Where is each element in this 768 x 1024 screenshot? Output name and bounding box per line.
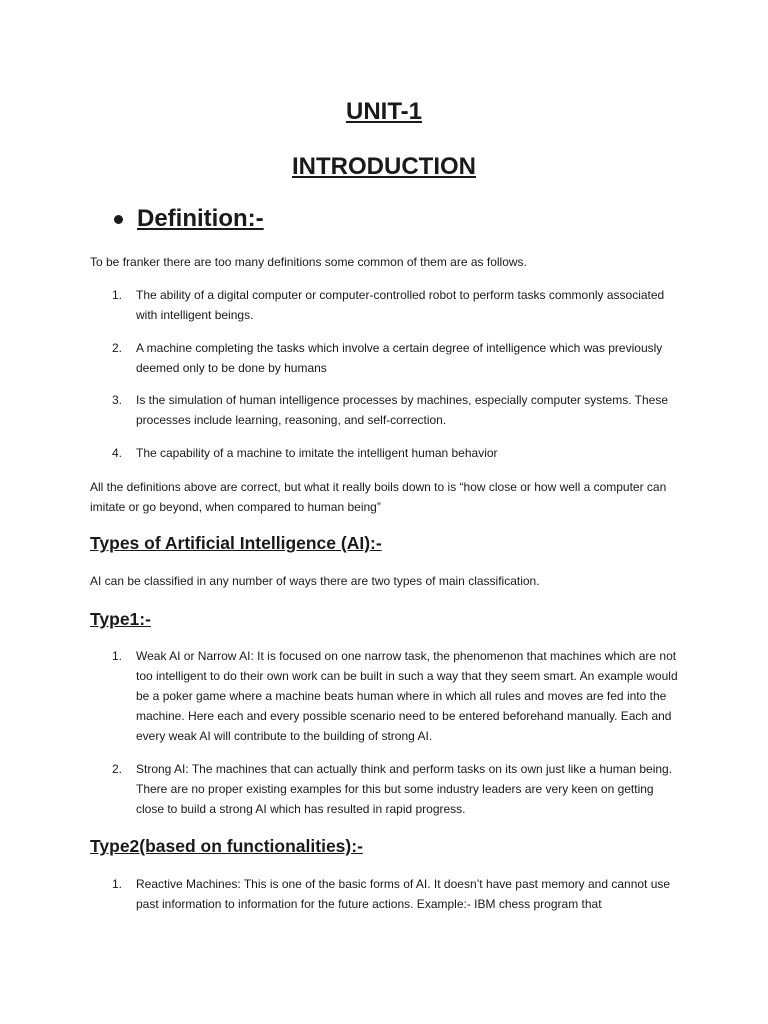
introduction-title: INTRODUCTION (292, 153, 476, 180)
list-text: Strong AI: The machines that can actually think and perform tasks on its own just like a human being. There are no proper existing examples for this but some industry leaders are very keen on getting close to build a strong AI which has resulted in rapid progress. (136, 762, 673, 816)
list-number: 4. (112, 446, 123, 460)
definition-heading (114, 203, 264, 235)
type1-heading: Type1:- (90, 609, 151, 629)
list-number: 1. (112, 649, 123, 663)
types-paragraph: AI can be classified in any number of ways there are two types of main classification. (90, 574, 540, 588)
list-text: A machine completing the tasks which involve a certain degree of intelligence which was previously deemed only to be done by humans (136, 341, 663, 375)
definition-heading-text: Definition:- (137, 205, 264, 232)
list-text: Is the simulation of human intelligence processes by machines, especially computer systems. These processes include learning, reasoning, and self-correction. (136, 393, 669, 427)
intro-paragraph: To be franker there are too many definitions some common of them are as follows. (90, 255, 527, 269)
type2-heading: Type2(based on functionalities):- (90, 836, 363, 856)
list-text: The ability of a digital computer or computer-controlled robot to perform tasks commonly associated with intelligent beings. (136, 288, 665, 322)
list-number: 2. (112, 762, 123, 776)
list-number: 3. (112, 393, 123, 407)
list-text: Weak AI or Narrow AI: It is focused on one narrow task, the phenomenon that machines which are not too intelligent to do their own work can be built in such a way that they seem smart. An example would be a poker game where a machine beats human where in which all rules and moves are fed into the machine. Here each and every possible scenario need to be entered beforehand manually. Each and every weak AI will contribute to the building of strong AI. (136, 649, 678, 743)
bullet-icon (114, 215, 123, 224)
unit-title: UNIT-1 (345, 98, 422, 125)
list-text: Reactive Machines: This is one of the basic forms of AI. It doesn’t have past memory and cannot use past information to information for the future actions. Example:- IBM chess program that (136, 877, 671, 911)
list-number: 2. (112, 341, 123, 355)
summary-paragraph: All the definitions above are correct, but what it really boils down to is “how close or how well a computer can imitate or go beyond, when compared to human being” (90, 480, 667, 514)
list-number: 1. (112, 877, 123, 891)
types-heading: Types of Artificial Intelligence (AI):- (90, 533, 382, 553)
list-number: 1. (112, 288, 123, 302)
list-text: The capability of a machine to imitate the intelligent human behavior (136, 446, 498, 460)
